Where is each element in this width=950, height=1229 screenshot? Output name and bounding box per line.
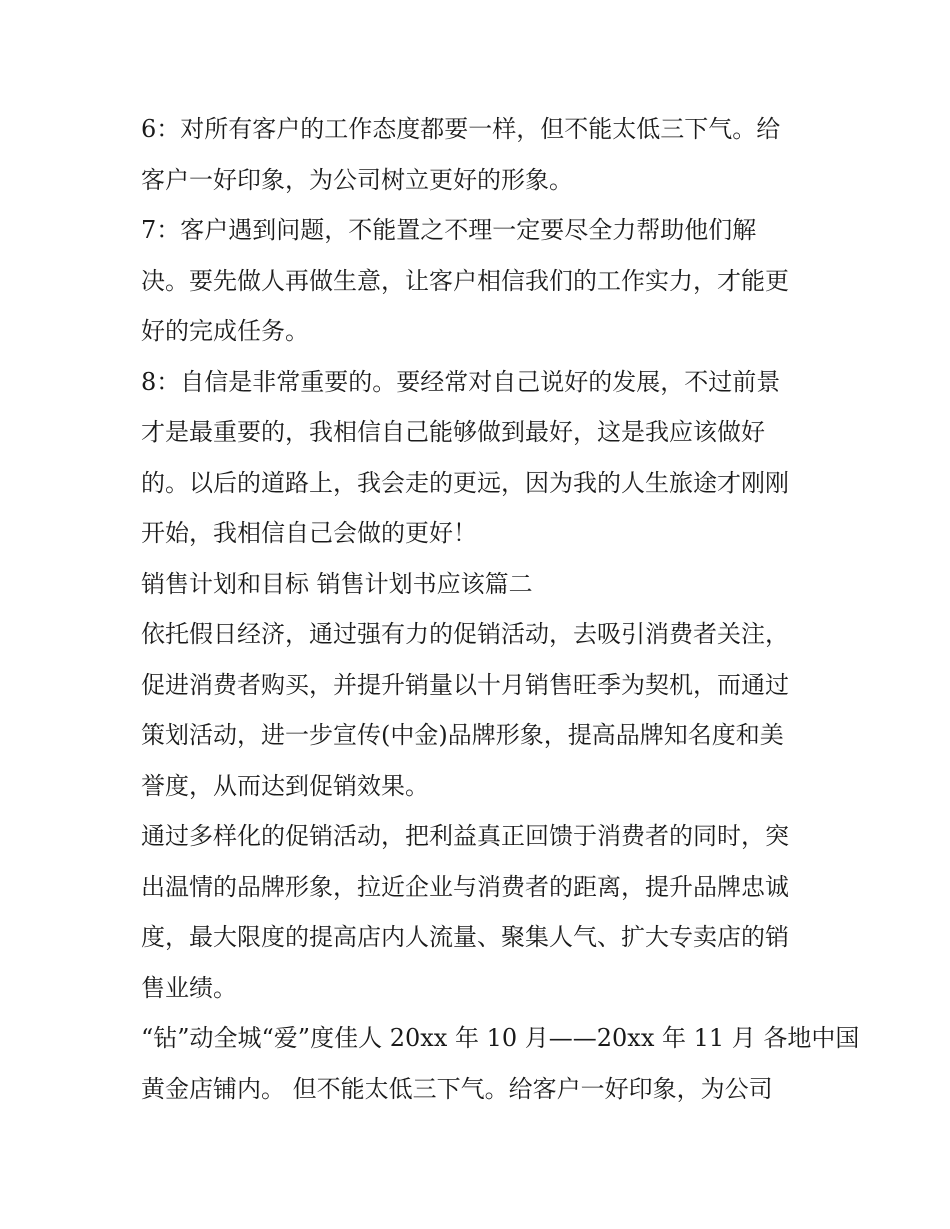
paragraph-goal-line-4: 售业绩。 [141, 973, 237, 1002]
paragraph-6-line-1: 6：对所有客户的工作态度都要一样，但不能太低三下气。给 [141, 115, 781, 143]
paragraph-intro-line-4: 誉度，从而达到促销效果。 [141, 771, 429, 800]
paragraph-8-line-3: 的。以后的道路上，我会走的更远，因为我的人生旅途才刚刚 [141, 468, 789, 497]
paragraph-8-line-1: 8：自信是非常重要的。要经常对自己说好的发展，不过前景 [141, 367, 781, 396]
paragraph-7-line-1: 7：客户遇到问题，不能置之不理一定要尽全力帮助他们解 [141, 216, 757, 244]
paragraph-intro-line-3: 策划活动，进一步宣传(中金)品牌形象，提高品牌知名度和美 [141, 721, 784, 749]
paragraph-6-line-2: 客户一好印象，为公司树立更好的形象。 [141, 165, 573, 194]
paragraph-7-line-3: 好的完成任务。 [141, 317, 309, 345]
paragraph-intro-line-1: 依托假日经济，通过强有力的促销活动，去吸引消费者关注， [141, 620, 789, 648]
paragraph-intro-line-2: 促进消费者购买，并提升销量以十月销售旺季为契机，而通过 [141, 670, 789, 699]
document-body [141, 104, 860, 1114]
paragraph-8-line-2: 才是最重要的，我相信自己能够做到最好，这是我应该做好 [141, 418, 765, 446]
paragraph-goal-line-3: 度，最大限度的提高店内人流量、聚集人气、扩大专卖店的销 [141, 923, 789, 951]
paragraph-event-line-1: “钻”动全城“爱”度佳人 20xx 年 10 月——20xx 年 11 月 各地中国 [141, 1024, 860, 1052]
section-heading: 销售计划和目标 销售计划书应该篇二 [141, 569, 533, 598]
paragraph-goal-line-2: 出温情的品牌形象，拉近企业与消费者的距离，提升品牌忠诚 [141, 872, 789, 901]
paragraph-8-line-4: 开始，我相信自己会做的更好！ [141, 519, 477, 547]
paragraph-goal-line-1: 通过多样化的促销活动，把利益真正回馈于消费者的同时，突 [141, 822, 789, 850]
paragraph-event-line-2: 黄金店铺内。 但不能太低三下气。给客户一好印象，为公司 [141, 1074, 773, 1103]
paragraph-7-line-2: 决。要先做人再做生意，让客户相信我们的工作实力，才能更 [141, 266, 789, 295]
